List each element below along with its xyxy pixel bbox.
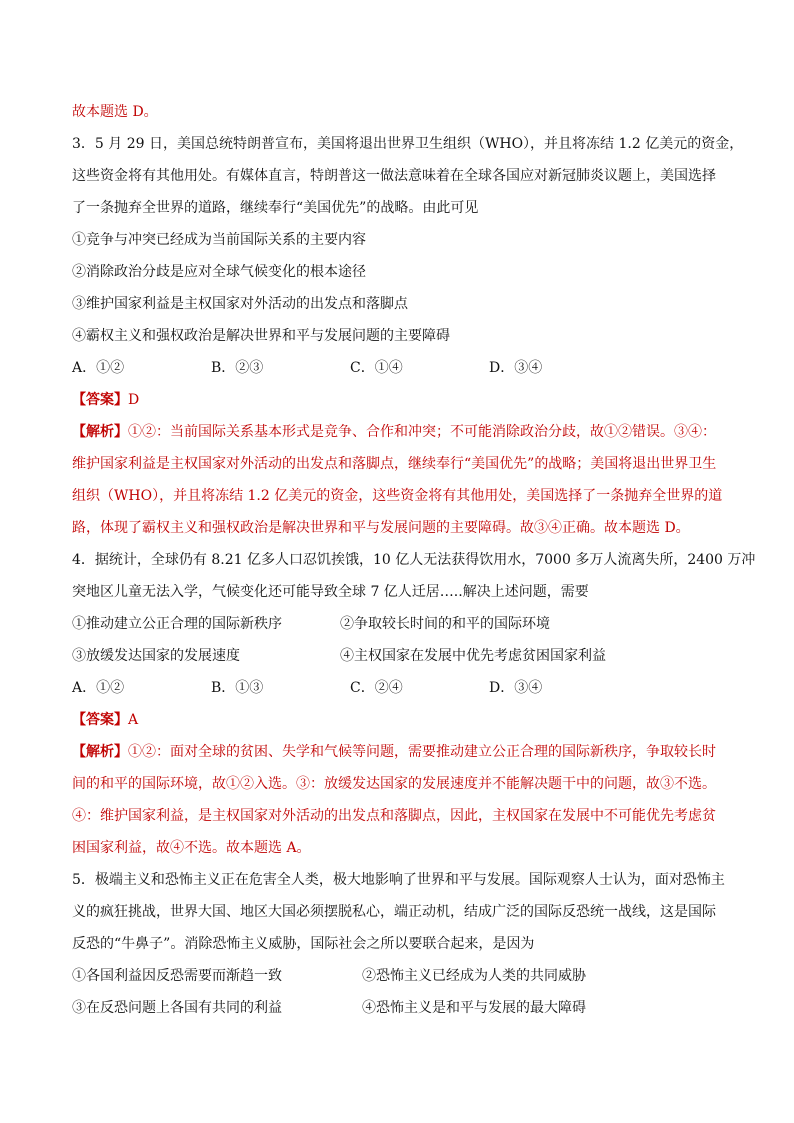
question-stem-line: 突地区儿童无法入学，气候变化还可能导致全球 7 亿人迁居…..解决上述问题，需要 bbox=[72, 584, 589, 600]
answer-tag: 【答案】 bbox=[72, 712, 128, 728]
statement-row bbox=[72, 992, 732, 1024]
option-b: B．②③ bbox=[211, 360, 264, 376]
statement-item: ①推动建立公正合理的国际新秩序 bbox=[72, 616, 282, 632]
analysis-line: 困国家利益，故④不选。故本题选 A。 bbox=[72, 840, 311, 856]
analysis-line: 间的和平的国际环境，故①②入选。③：放缓发达国家的发展速度并不能解决题干中的问题，故③不选。 bbox=[72, 776, 716, 792]
analysis-line: 维护国家利益是主权国家对外活动的出发点和落脚点，继续奉行“美国优先”的战略；美国将退出世界卫生 bbox=[72, 456, 717, 472]
question-stem-line: 了一条抛弃全世界的道路，继续奉行“美国优先”的战略。由此可见 bbox=[72, 200, 479, 216]
question-stem-line: 反恐的“牛鼻子”。消除恐怖主义威胁，国际社会之所以要联合起来，是因为 bbox=[72, 936, 535, 952]
question-stem-line: 5．极端主义和恐怖主义正在危害全人类，极大地影响了世界和平与发展。国际观察人士认为，面对恐怖主 bbox=[72, 872, 725, 888]
answer-value: A bbox=[128, 712, 139, 728]
question-stem-line: 4．据统计，全球仍有 8.21 亿多人口忍饥挨饿，10 亿人无法获得饮用水，7000 多万人流离失所，2400 万冲 bbox=[72, 552, 756, 568]
statement-item: ③在反恐问题上各国有共同的利益 bbox=[72, 1000, 282, 1016]
answer-options bbox=[72, 672, 732, 704]
option-a: A．①② bbox=[72, 680, 125, 696]
statement-item: ④恐怖主义是和平与发展的最大障碍 bbox=[362, 1000, 586, 1016]
answer-line bbox=[72, 384, 732, 416]
answer-value: D bbox=[128, 392, 140, 408]
analysis-line: ④：维护国家利益，是主权国家对外活动的出发点和落脚点，因此，主权国家在发展中不可能优先考虑贫 bbox=[72, 808, 716, 824]
analysis-tag: 【解析】 bbox=[72, 424, 128, 440]
statement-item: ④霸权主义和强权政治是解决世界和平与发展问题的主要障碍 bbox=[72, 328, 450, 344]
answer-options bbox=[72, 352, 732, 384]
statement-item: ③放缓发达国家的发展速度 bbox=[72, 648, 240, 664]
statement-row bbox=[72, 608, 732, 640]
answer-tag: 【答案】 bbox=[72, 392, 128, 408]
option-c: C．②④ bbox=[350, 680, 403, 696]
document-page bbox=[72, 96, 756, 1024]
question-5 bbox=[72, 864, 732, 1024]
statement-row bbox=[72, 960, 732, 992]
statement-item: ②争取较长时间的和平的国际环境 bbox=[340, 616, 550, 632]
question-3 bbox=[72, 128, 744, 544]
answer-line bbox=[72, 704, 732, 736]
analysis-line: 路，体现了霸权主义和强权政治是解决世界和平与发展问题的主要障碍。故③④正确。故本题选 D。 bbox=[72, 520, 690, 536]
option-c: C．①④ bbox=[350, 360, 403, 376]
analysis-text: ①②：当前国际关系基本形式是竞争、合作和冲突；不可能消除政治分歧，故①②错误。③④： bbox=[128, 424, 716, 440]
option-b: B．①③ bbox=[211, 680, 264, 696]
statement-item: ①竞争与冲突已经成为当前国际关系的主要内容 bbox=[72, 232, 366, 248]
statement-item: ④主权国家在发展中优先考虑贫困国家利益 bbox=[340, 648, 606, 664]
option-d: D．③④ bbox=[489, 360, 543, 376]
option-d: D．③④ bbox=[489, 680, 543, 696]
question-4 bbox=[72, 544, 756, 864]
analysis-text: ①②：面对全球的贫困、失学和气候等问题，需要推动建立公正合理的国际新秩序，争取较长时 bbox=[128, 744, 716, 760]
statement-item: ①各国利益因反恐需要而渐趋一致 bbox=[72, 968, 282, 984]
statement-item: ②消除政治分歧是应对全球气候变化的根本途径 bbox=[72, 264, 366, 280]
analysis-line bbox=[72, 416, 732, 448]
question-stem-line: 3．5 月 29 日，美国总统特朗普宣布，美国将退出世界卫生组织（WHO），并且将冻结 1.2 亿美元的资金， bbox=[72, 136, 744, 152]
question-stem-line: 这些资金将有其他用处。有媒体直言，特朗普这一做法意味着在全球各国应对新冠肺炎议题上，美国选择 bbox=[72, 168, 716, 184]
prev-answer-end: 故本题选 D。 bbox=[72, 104, 158, 120]
question-stem-line: 义的疯狂挑战，世界大国、地区大国必须摆脱私心，端正动机，结成广泛的国际反恐统一战线，这是国际 bbox=[72, 904, 716, 920]
analysis-line: 组织（WHO），并且将冻结 1.2 亿美元的资金，这些资金将有其他用处，美国选择了一条抛弃全世界的道 bbox=[72, 488, 723, 504]
statement-item: ③维护国家利益是主权国家对外活动的出发点和落脚点 bbox=[72, 296, 408, 312]
analysis-tag: 【解析】 bbox=[72, 744, 128, 760]
analysis-line bbox=[72, 736, 732, 768]
statement-item: ②恐怖主义已经成为人类的共同威胁 bbox=[362, 968, 586, 984]
option-a: A．①② bbox=[72, 360, 125, 376]
statement-row bbox=[72, 640, 732, 672]
